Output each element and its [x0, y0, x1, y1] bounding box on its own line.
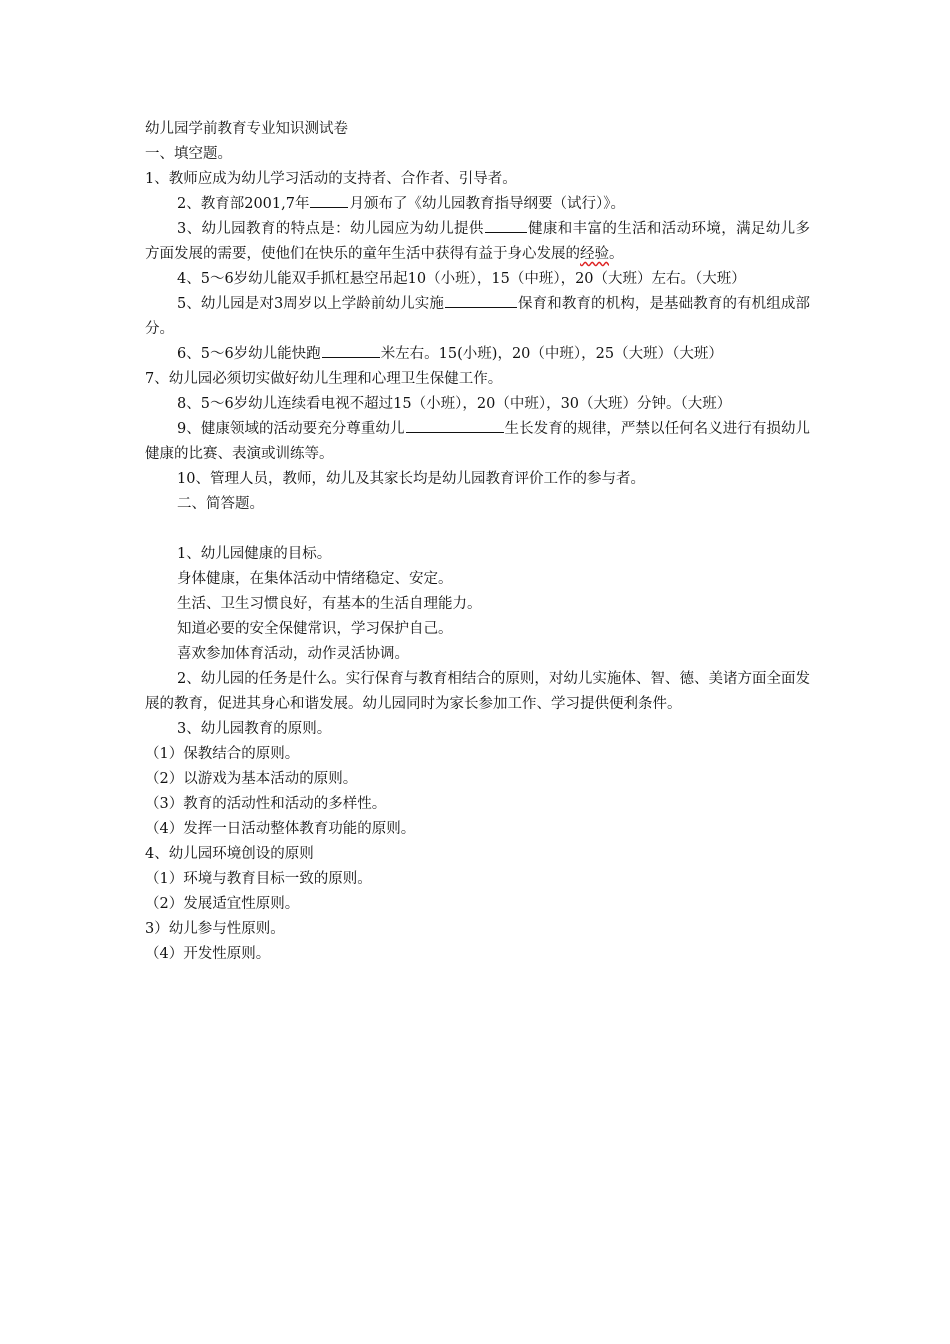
question-6-text-b: 米左右。15(小班)，20（中班），25（大班）（大班）	[380, 346, 723, 362]
question-8: 8、5～6岁幼儿连续看电视不超过15（小班），20（中班），30（大班）分钟。（大班）	[177, 396, 732, 412]
question-3-text-d: 。	[609, 246, 624, 262]
answer-4-item: 3）幼儿参与性原则。	[145, 921, 285, 937]
question-10: 10、管理人员，教师，幼儿及其家长均是幼儿园教育评价工作的参与者。	[177, 471, 645, 487]
answer-4-title: 4、幼儿园环境创设的原则	[145, 846, 314, 862]
question-1: 1、教师应成为幼儿学习活动的支持者、合作者、引导者。	[145, 171, 517, 187]
answer-2: 2、幼儿园的任务是什么。实行保育与教育相结合的原则，对幼儿实施体、智、德、美诸方面全面发展的教育，促进其身心和谐发展。幼儿园同时为家长参加工作、学习提供便利条件。	[145, 671, 810, 712]
question-3-text-a: 3、幼儿园教育的特点是：幼儿园应为幼儿提供	[177, 221, 484, 237]
spellcheck-marked-word: 经验	[580, 246, 609, 262]
answer-1-title: 1、幼儿园健康的目标。	[177, 546, 332, 562]
question-6-text-a: 6、5～6岁幼儿能快跑	[177, 346, 321, 362]
answer-blank	[406, 418, 504, 433]
blank-line	[145, 517, 810, 542]
question-6	[145, 342, 810, 367]
section-heading-short-answer: 二、简答题。	[177, 496, 264, 512]
question-5-text-b: 保育和教育的机构，是基础教育的有机组成部分。	[145, 296, 810, 337]
answer-blank	[322, 343, 380, 358]
question-2-text-b: 月颁布了《幼儿园教育指导纲要（试行）》。	[349, 196, 625, 212]
question-2-text-a: 2、教育部2001,7年	[177, 196, 310, 212]
document-title: 幼儿园学前教育专业知识测试卷	[145, 121, 348, 137]
question-2	[145, 192, 810, 217]
question-3	[145, 217, 810, 267]
answer-1-item: 喜欢参加体育活动，动作灵活协调。	[177, 646, 409, 662]
answer-4-item: （4）开发性原则。	[145, 946, 271, 962]
answer-3-title: 3、幼儿园教育的原则。	[177, 721, 332, 737]
document-body	[145, 117, 810, 967]
question-9-text-b: 生长发育的规律，严禁以任何名义进行有损幼儿健康的比赛、表演或训练等。	[145, 421, 811, 462]
answer-blank	[485, 218, 527, 233]
answer-3-item: （4）发挥一日活动整体教育功能的原则。	[145, 821, 416, 837]
answer-4-item: （2）发展适宜性原则。	[145, 896, 300, 912]
answer-blank	[445, 293, 517, 308]
question-3-text-b: 健康和丰富的生活和活动环境，满足幼儿多方面发展的需要，使他们在快乐的童年生活中获得有益于身心发展的	[145, 221, 810, 262]
question-5-text-a: 5、幼儿园是对3周岁以上学龄前幼儿实施	[177, 296, 444, 312]
question-4: 4、5～6岁幼儿能双手抓杠悬空吊起10（小班），15（中班），20（大班）左右。（大班）	[177, 271, 746, 287]
question-5	[145, 292, 810, 342]
question-9	[145, 417, 810, 467]
answer-4-item: （1）环境与教育目标一致的原则。	[145, 871, 372, 887]
answer-1-item: 生活、卫生习惯良好，有基本的生活自理能力。	[177, 596, 482, 612]
answer-1-item: 知道必要的安全保健常识，学习保护自己。	[177, 621, 453, 637]
answer-3-item: （2）以游戏为基本活动的原则。	[145, 771, 358, 787]
question-9-text-a: 9、健康领域的活动要充分尊重幼儿	[177, 421, 405, 437]
question-7: 7、幼儿园必须切实做好幼儿生理和心理卫生保健工作。	[145, 371, 503, 387]
answer-3-item: （3）教育的活动性和活动的多样性。	[145, 796, 387, 812]
section-heading-fill-blank: 一、填空题。	[145, 146, 232, 162]
answer-blank	[310, 193, 348, 208]
answer-1-item: 身体健康，在集体活动中情绪稳定、安定。	[177, 571, 453, 587]
answer-3-item: （1）保教结合的原则。	[145, 746, 300, 762]
